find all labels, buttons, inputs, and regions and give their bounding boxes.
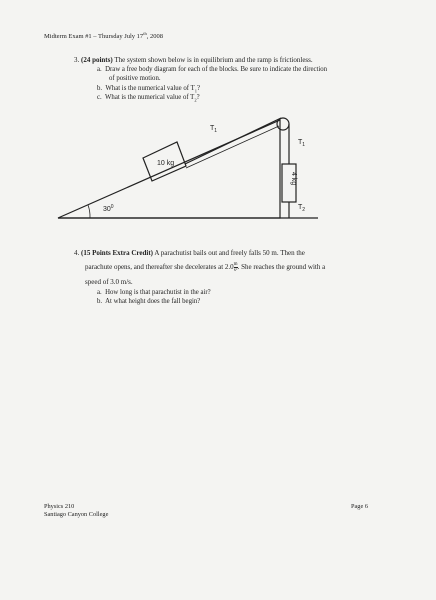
pulley	[277, 118, 289, 130]
footer-course: Physics 210	[44, 503, 75, 510]
angle-arc	[88, 205, 90, 218]
q3-part-c: c. What is the numerical value of $T_2$?	[97, 94, 200, 103]
t1-incline-label: $T_1$	[210, 125, 218, 134]
q3-points: (24 points)	[81, 56, 113, 64]
q4-line1: A parachutist bails out and freely falls 50 m. Then the	[153, 249, 305, 257]
q4-line3: speed of 3.0 m/s.	[85, 278, 133, 286]
rope-t1-incline-2	[186, 126, 279, 168]
accel-fraction: $\frac{m}{\text{s²}}$	[233, 262, 238, 273]
block-10kg-label: 10 kg	[157, 160, 175, 167]
t2-label: $T_2$	[298, 204, 306, 213]
footer-college: Santiago Canyon College	[44, 511, 109, 518]
block-4kg-label: 4 kg	[290, 172, 297, 186]
question-4	[74, 249, 394, 258]
q3-part-a-cont: of positive motion.	[109, 75, 161, 82]
header-sup: th	[143, 31, 147, 36]
q4-part-a: a. How long is that parachutist in the air?	[97, 289, 211, 296]
q3-stem: The system shown below is in equilibrium and the ramp is frictionless.	[112, 56, 313, 64]
q4-line2: parachute opens, and thereafter she decelerates at 2.0 $\frac{m}{\text{s²}}$ . She reaches the ground with a	[85, 262, 326, 273]
header-text: Midterm Exam #1 – Thursday July 17	[44, 33, 144, 41]
footer-page: Page 6	[351, 503, 368, 510]
q3-part-a: a. Draw a free body diagram for each of the blocks. Be sure to indicate the direction	[97, 66, 328, 73]
q4-part-b: b. At what height does the fall begin?	[97, 298, 201, 305]
q3-number: 3.	[74, 56, 80, 64]
header-year: , 2008	[146, 33, 163, 41]
angle-label: $30^0$	[103, 204, 114, 213]
q3-part-b: b. What is the numerical value of $T_1$?	[97, 85, 201, 94]
q4-points: (15 Points Extra Credit)	[81, 249, 153, 257]
q4-number: 4.	[74, 249, 80, 257]
t1-vertical-label: $T_1$	[298, 139, 306, 148]
rope-t1-incline	[185, 118, 281, 164]
